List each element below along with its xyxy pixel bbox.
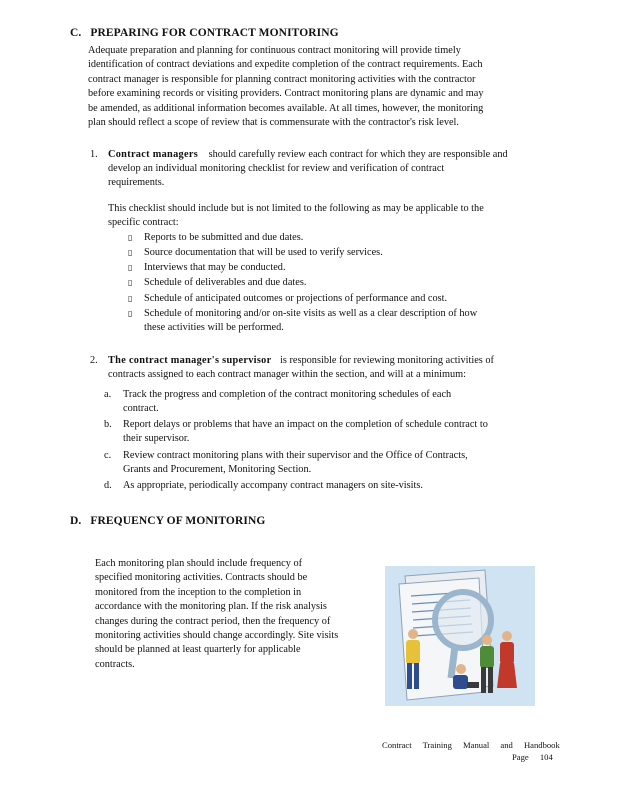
section-c-letter: C. [70,27,82,39]
paragraph-line: contract manager is responsible for planning contract monitoring activities with the contractor [88,73,476,85]
checklist-bullet [128,276,548,291]
subitem-text: Track the progress and completion of the contract monitoring schedules of each [123,389,452,400]
subitem-b [104,418,488,444]
magnifying-glass-handle [451,646,455,678]
item-2-line: contracts assigned to each contract manager within the section, and will at a minimum: [108,369,466,380]
subitem-text: contract. [123,403,159,414]
checklist-bullet [128,292,548,307]
item-1-first-line [108,148,568,162]
checklist-bullet [128,307,548,337]
subitem-text: Grants and Procurement, Monitoring Section. [123,464,312,475]
subitem-text: Report delays or problems that have an impact on the completion of schedule contract to [123,419,488,430]
bullet-text: Schedule of deliverables and due dates. [144,277,307,288]
item-1-continuation [108,162,568,191]
bullet-marker-icon: ▯ [128,248,133,257]
checklist-bullet [128,246,548,261]
item-1-line: requirements. [108,177,165,189]
paragraph-line: contracts. [95,658,135,670]
bullet-marker-icon: ▯ [128,294,133,303]
paragraph-line: accordance with the monitoring plan. If the risk analysis [95,601,327,613]
bullet-marker-icon: ▯ [128,278,133,287]
paragraph-line: monitored from the inception to the completion in [95,586,302,598]
bullet-marker-icon: ▯ [128,233,133,242]
section-d-letter: D. [70,515,82,527]
section-d-heading [70,515,265,527]
paragraph-line: changes during the contract period, then the frequency of [95,615,331,627]
subitem-mark: d. [104,480,112,491]
bullet-text: Interviews that may be conducted. [144,262,286,273]
checklist-bullet [128,261,548,276]
footer-page-number: Page 104 [512,752,553,762]
checklist-intro-line: specific contract: [108,217,179,229]
section-d-title: FREQUENCY OF MONITORING [90,515,266,527]
footer-title: Contract Training Manual and Handbook [382,740,560,750]
bullet-text: Source documentation that will be used to verify services. [144,247,383,258]
subitem-c [104,449,468,475]
paragraph-line: Adequate preparation and planning for continuous contract monitoring will provide timely [88,45,461,56]
checklist-intro [108,202,568,231]
paragraph-line: before examining records or visiting providers. Contract monitoring plans are dynamic and may [88,88,484,100]
subitem-text: Review contract monitoring plans with their supervisor and the Office of Contracts, [123,450,468,461]
subitem-mark: b. [104,419,112,430]
section-c-heading [70,27,339,39]
paragraph-line: Each monitoring plan should include frequency of [95,558,303,569]
item-2-lead: The contract manager's supervisor [108,355,272,366]
checklist-bullet [128,231,548,246]
paragraph-line: be amended, as additional information becomes available. At all times, however, the monitoring [88,102,484,114]
paragraph-line: plan should reflect a scope of review that is commensurate with the contractor's risk level. [88,117,459,129]
subitem-d [104,479,423,493]
item-2-number: 2. [90,355,98,366]
subitem-a [104,388,452,414]
section-c-title: PREPARING FOR CONTRACT MONITORING [90,27,339,39]
paragraph-line: specified monitoring activities. Contracts should be [95,572,308,584]
subitem-text: As appropriate, periodically accompany contract managers on site-visits. [123,480,423,491]
subitem-mark: a. [104,389,112,400]
paragraph-line: monitoring activities should change accordingly. Site visits [95,630,339,642]
section-d-paragraph [95,557,385,672]
item-2-line: is responsible for reviewing monitoring activities of [280,355,494,366]
bullet-marker-icon: ▯ [128,263,133,272]
people-with-magnifying-glass-illustration [385,566,535,706]
bullet-text: Reports to be submitted and due dates. [144,232,304,243]
bullet-text: Schedule of anticipated outcomes or projections of performance and cost. [144,293,448,304]
item-2-first-line [108,354,568,368]
item-1-line: should carefully review each contract for which they are responsible and [208,149,508,160]
item-1-number: 1. [90,149,98,160]
item-1-line: develop an individual monitoring checklist for review and verification of contract [108,163,445,174]
paragraph-line: should be planned at least quarterly for applicable [95,644,301,656]
bullet-marker-icon: ▯ [128,309,133,318]
bullet-text: Schedule of monitoring and/or on-site visits as well as a clear description of how [144,308,478,319]
bullet-text-continuation: these activities will be performed. [144,322,284,333]
checklist-intro-line: This checklist should include but is not limited to the following as may be applicable to the [108,203,484,214]
section-c-paragraph [88,44,568,130]
paragraph-line: identification of contract deviations and expedite completion of the contract requirements. Each [88,59,483,71]
item-1-lead: Contract managers [108,149,199,160]
subitem-text: their supervisor. [123,433,190,444]
subitem-mark: c. [104,450,112,461]
